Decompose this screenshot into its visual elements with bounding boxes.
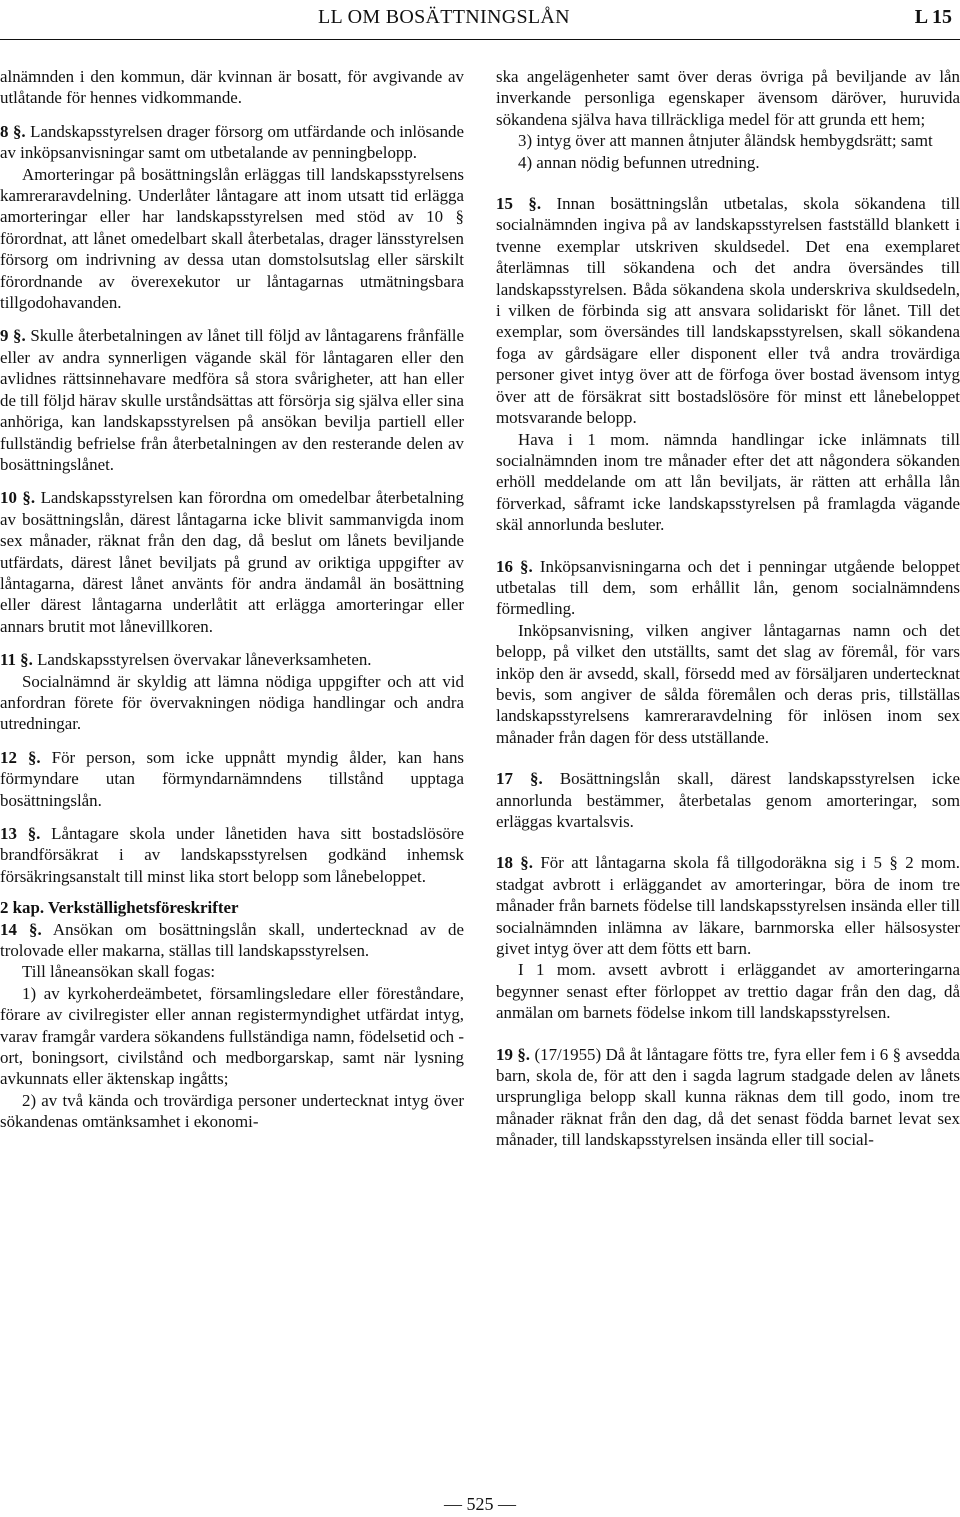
section-18	[496, 852, 960, 959]
paragraph-text: (17/1955) Då åt låntagare fötts tre, fyra eller fem i 6 § avsedda barn, skola de, för att den i sagda lagrum stadgade delen av lånets ursprungliga belopp skall kunna räknas dem till godo, inom tre månader räknat från den dag, då det senast födda barnet levat sex månader, till landskapsstyrelsen insända eller till social-	[496, 1044, 960, 1150]
paragraph	[496, 66, 960, 130]
paragraph-text: Amorteringar på bosättningslån erläggas till landskapsstyrelsens kamreraravdelning. Underlåter låntagare att inom utsatt tid erlägga amorteringar eller har landskapsstyrelsen med stöd av 10 § förordnat, att lånet omedelbart skall återbetalas, drager länsstyrelsen försorg om indrivning av dessa utan domstolsutslag eller särskilt förordnande av överexekutor ur låntagarnas utmätningsbara tillgodohavanden.	[0, 164, 464, 313]
paragraph	[0, 164, 464, 314]
paragraph	[496, 620, 960, 748]
header-rule	[0, 39, 960, 40]
section-14	[0, 919, 464, 962]
left-column	[0, 66, 464, 1133]
section-number: 10 §.	[0, 488, 36, 508]
paragraph-text: Hava i 1 mom. nämnda handlingar icke inlämnats till socialnämnden inom tre månader efter det att någondera sökanden erhöll meddelande om att lån beviljats, är rätten att erhålla lån förverkad, såframt icke landskapsstyrelsen på framlagda vägande skäl annorlunda besluter.	[496, 429, 960, 535]
paragraph	[0, 671, 464, 735]
section-15	[496, 193, 960, 428]
paragraph-text: Innan bosättningslån utbetalas, skola sökandena till socialnämnden ingiva på av landskapsstyrelsen fastställd blankett i tvenne exemplar utskriven skuldsedel. Det ena exemplaret återlämnas till sökandena och det andra översändes till landskapsstyrelsen. Båda sökandena skola underskriva skuldsedeln, i vilken de förbinda sig att ansvara solidariskt för lånet. Till det exemplar, som översändes till landskapsstyrelsen, skall sökandena foga av gårdsägare eller disponent eller två andra trovärdiga personer givet intyg över att de förfoga över bostad ävensom intyg över att de försäkrat sitt bostadslösöre för minst ett lånebeloppet motsvarande belopp.	[496, 194, 960, 428]
section-8	[0, 121, 464, 164]
paragraph-text: Inköpsanvisningarna och det i penningar utgående beloppet utbetalas till dem, som erhållit lån, genom socialnämndens förmedling.	[496, 556, 960, 619]
section-number: 16 §.	[496, 556, 533, 576]
list-item	[0, 1090, 464, 1133]
section-10	[0, 487, 464, 637]
paragraph-text: Socialnämnd är skyldig att lämna nödiga uppgifter och att vid anfordran förete för övervakningen nödiga handlingar och andra utredningar.	[0, 671, 464, 734]
section-17	[496, 768, 960, 832]
header-title: LL OM BOSÄTTNINGSLÅN	[318, 6, 570, 28]
chapter-heading: 2 kap. Verkställighetsföreskrifter	[0, 898, 239, 918]
paragraph-text: Till låneansökan skall fogas:	[22, 962, 216, 982]
section-number: 11 §.	[0, 650, 33, 670]
paragraph-text: Landskapsstyrelsen kan förordna om omedelbar återbetalning av bosättningslån, därest låntagarna icke blivit sammanvigda inom sex månader, räknat från den dag, då beslut om lånets beviljande utfärdats, därest lånet beviljats på grund av oriktiga uppgifter av låntagarna, därest lånet använts för andra ändamål än bosättning eller därest låntagarna underlåtit att erlägga amorteringar eller annars brutit mot lånevillkoren.	[0, 488, 464, 636]
section-number: 18 §.	[496, 853, 533, 873]
paragraph	[496, 959, 960, 1023]
paragraph-text: I 1 mom. avsett avbrott i erläggandet av amorteringarna begynner senast efter förloppet av trettio dagar från den dag, då anmälan om barnets födelse inkom till landskapsstyrelsen.	[496, 960, 960, 1023]
section-12	[0, 747, 464, 811]
paragraph-text: Bosättningslån skall, därest landskapsstyrelsen icke annorlunda bestämmer, återbetalas genom amorteringar, som erläggas kvartalsvis.	[496, 769, 960, 831]
section-number: 13 §.	[0, 824, 41, 843]
paragraph-text: Landskapsstyrelsen övervakar låneverksamheten.	[37, 650, 372, 670]
paragraph-text: Skulle återbetalningen av lånet till följd av låntagarens frånfälle eller av andra synnerligen vägande skäl för låntagaren eller den avlidnes rättsinnehavare medföra så stora svårigheter, att han eller de till följd härav skulle urståndsättas att försörja sig själva eller sina anhöriga, kan landskapsstyrelsen på ansökan bevilja partiell eller fullständig befrielse från återbetalningen av den resterande delen av bosättningslånet.	[0, 326, 464, 474]
paragraph-text: 4) annan nödig befunnen utredning.	[518, 152, 760, 172]
paragraph-text: ska angelägenheter samt över deras övriga på beviljande av lån inverkande personliga egenskaper ävensom däröver, huruvida sökandena själva hava tillräckliga medel för att grunda ett hem;	[496, 67, 960, 129]
list-item	[496, 130, 960, 151]
section-number: 9 §.	[0, 326, 26, 346]
section-number: 8 §.	[0, 121, 26, 141]
section-9	[0, 325, 464, 475]
paragraph-text: Inköpsanvisning, vilken angiver låntagarnas namn och det belopp, på vilket den utställts, samt det slag av föremål, för vars inköp den är avsedd, skall, försedd med av försäljaren undertecknat bevis, som angiver de sålda föremålen och deras pris, tillställas landskapsstyrelsens kamreraravdelning för inlösen inom sex månader från dagen för dess utställande.	[496, 620, 960, 747]
section-number: 15 §.	[496, 194, 542, 214]
paragraph-text: Landskapsstyrelsen drager försorg om utfärdande och inlösande av inköpsanvisningar samt om utbetalande av penningbelopp.	[0, 121, 464, 163]
section-16	[496, 556, 960, 620]
section-number: 14 §.	[0, 919, 42, 939]
paragraph-text: 3) intyg över att mannen åtnjuter åländsk hembygdsrätt; samt	[518, 131, 933, 151]
paragraph-text: För person, som icke uppnått myndig ålder, kan hans förmyndare utan förmyndarnämndens tillstånd upptaga bosättningslån.	[0, 747, 464, 810]
list-item	[0, 983, 464, 1090]
paragraph	[0, 66, 464, 109]
section-11	[0, 649, 464, 670]
section-number: 19 §.	[496, 1044, 531, 1064]
paragraph	[496, 429, 960, 536]
header-code: L 15	[914, 6, 952, 28]
paragraph	[0, 961, 464, 982]
section-number: 17 §.	[496, 769, 543, 789]
paragraph-text: Ansökan om bosättningslån skall, undertecknad av de trolovade eller makarna, ställas till landskapsstyrelsen.	[0, 919, 464, 961]
section-number: 12 §.	[0, 747, 41, 767]
page-number: — 525 —	[444, 1494, 516, 1514]
section-13	[0, 823, 464, 887]
list-item	[496, 152, 960, 173]
paragraph-text: För att låntagarna skola få tillgodoräkna sig i 5 § 2 mom. stadgat avbrott i erläggandet av amorteringar, böra de inom tre månader från barnets födelse till landskapsstyrelsen insända eller till socialnämnden inlämna av läkare, barnmorska eller hälsosyster givet intyg över att dem fötts ett barn.	[496, 853, 960, 959]
paragraph-text: Låntagare skola under lånetiden hava sitt bostadslösöre brandförsäkrat i av landskapsstyrelsen godkänd inhemsk försäkringsanstalt till minst lika stort belopp som lånebeloppet.	[0, 824, 464, 886]
right-column	[496, 66, 960, 1151]
running-header	[0, 0, 960, 40]
section-19	[496, 1044, 960, 1151]
paragraph-text: 1) av kyrkoherdeämbetet, församlingsledare eller föreståndare, förare av civilregister eller annan registermyndighet utfärdat intyg, varav framgår vardera sökandens fullständiga namn, födelsetid och -ort, boningsort, civilstånd och medborgarskap, samt när lysning avkunnats eller äktenskap ingåtts;	[0, 983, 464, 1089]
paragraph-text: alnämnden i den kommun, där kvinnan är bosatt, för avgivande av utlåtande för hennes vidkommande.	[0, 67, 464, 108]
paragraph-text: 2) av två kända och trovärdiga personer undertecknat intyg över sökandenas omtänksamhet i ekonomi-	[0, 1090, 464, 1132]
